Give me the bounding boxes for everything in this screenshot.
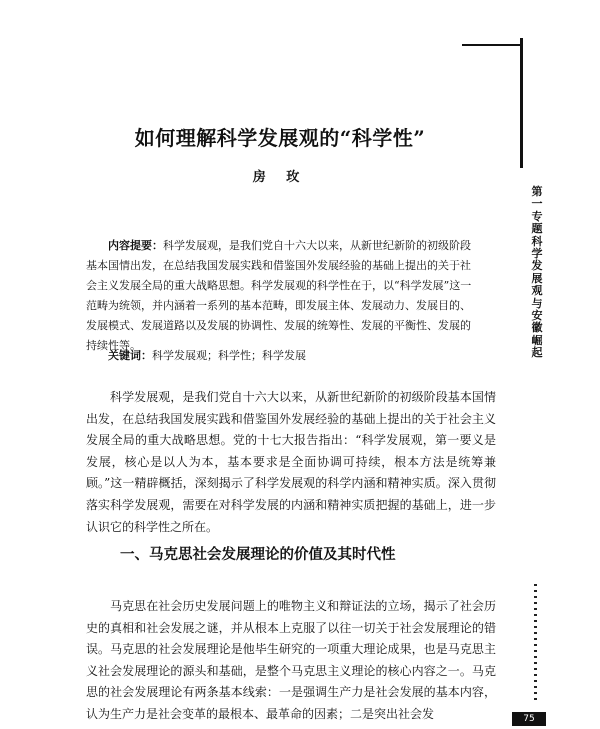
- abstract-text: 科学发展观，是我们党自十六大以来，从新世纪新阶的初级阶段基本国情出发，在总结我国发展实践和借鉴国外发展经验的基础上提出的关于社会主义发展全局的重大战略思想。科学发展观的科学性在于，以“科学发展”这一范畴为统领，并内涵着一系列的基本范畴，即发展主体、发展动力、发展目的、发展模式、发展道路以及发展的协调性、发展的统筹性、发展的平衡性、发展的持续性等。: [86, 239, 472, 352]
- keywords-text: 科学发展观；科学性；科学发展: [152, 349, 306, 362]
- article-author: 房 玫: [252, 170, 308, 185]
- body-paragraph: 科学发展观，是我们党自十六大以来，从新世纪新阶的初级阶段基本国情出发，在总结我国发展实践和借鉴国外发展经验的基础上提出的关于社会主义发展全局的重大战略思想。党的十七大报告指出：“科学发展观，第一要义是发展，核心是以人为本，基本要求是全面协调可持续，根本方法是统筹兼顾。”这一精辟概括，深刻揭示了科学发展观的科学内涵和精神实质。深入贯彻落实科学发展观，需要在对科学发展的内涵和精神实质把握的基础上，进一步认识它的科学性之所在。: [86, 390, 496, 534]
- abstract: [86, 236, 472, 356]
- header-rule: [462, 44, 520, 46]
- margin-dotted-rule: [534, 584, 537, 704]
- abstract-label: 内容提要：: [108, 239, 163, 252]
- keywords: [86, 346, 472, 366]
- side-section-label: 第一专题 科学发展观与安徽崛起: [531, 185, 543, 360]
- article-title: 如何理解科学发展观的“科学性”: [134, 126, 426, 150]
- body-paragraph: 马克思在社会历史发展问题上的唯物主义和辩证法的立场，揭示了社会历史的真相和社会发展之谜，并从根本上克服了以往一切关于社会发展理论的错误。马克思的社会发展理论是他毕生研究的一项重大理论成果，也是马克思主义社会发展理论的源头和基础，是整个马克思主义理论的核心内容之一。马克思的社会发展理论有两条基本线索：一是强调生产力是社会发展的基本内容，认为生产力是社会变革的最根本、最革命的因素；二是突出社会发: [86, 599, 496, 721]
- keywords-label: 关键词：: [108, 349, 152, 362]
- page-number: 75: [512, 712, 546, 726]
- margin-rule: [520, 38, 523, 168]
- section-heading: 一、马克思社会发展理论的价值及其时代性: [120, 547, 396, 563]
